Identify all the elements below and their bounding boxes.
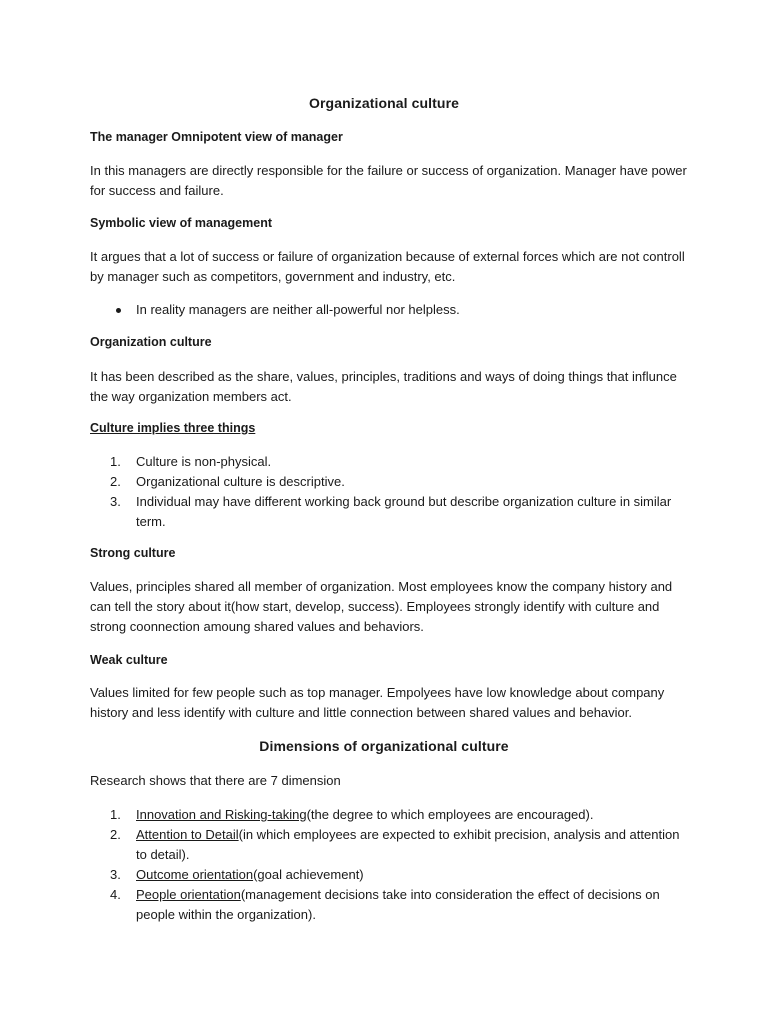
list-number: 4. xyxy=(110,887,121,902)
list-item xyxy=(0,300,768,320)
bullet-icon xyxy=(116,308,121,313)
list-number: 1. xyxy=(110,807,121,822)
dimensions-list xyxy=(0,805,768,925)
dimension-term: Innovation and Risking-taking xyxy=(136,807,307,822)
list-number: 1. xyxy=(110,454,121,469)
weak-heading: Weak culture xyxy=(90,653,168,667)
dimension-description: (goal achievement) xyxy=(253,867,364,882)
list-item xyxy=(0,492,768,532)
list-item-text: Organizational culture is descriptive. xyxy=(136,474,345,489)
dimension-description: (the degree to which employees are encouraged). xyxy=(306,807,594,822)
list-item-text xyxy=(136,825,686,865)
list-item-text xyxy=(136,865,686,885)
list-number: 2. xyxy=(110,827,121,842)
list-item xyxy=(0,825,768,865)
dimension-term: People orientation xyxy=(136,887,241,902)
omnipotent-body: In this managers are directly responsible for the failure or success of organization. Manager have power for success and failure. xyxy=(90,163,687,198)
list-item xyxy=(0,885,768,925)
symbolic-heading: Symbolic view of management xyxy=(90,216,272,230)
list-item xyxy=(0,452,768,472)
dimensions-title: Dimensions of organizational culture xyxy=(259,738,509,754)
list-item-text: Culture is non-physical. xyxy=(136,454,272,469)
list-number: 3. xyxy=(110,867,121,882)
strong-body: Values, principles shared all member of organization. Most employees know the company history and can tell the story about it(how start, develop, success). Employees strongly identify with culture and strong coonnection amoung shared values and behaviors. xyxy=(90,579,673,634)
page-title: Organizational culture xyxy=(309,95,459,111)
org-culture-body: It has been described as the share, values, principles, traditions and ways of doing things that influnce the way organization members act. xyxy=(90,369,677,404)
dimension-term: Outcome orientation xyxy=(136,867,254,882)
omnipotent-heading: The manager Omnipotent view of manager xyxy=(90,130,343,144)
list-item xyxy=(0,472,768,492)
list-number: 2. xyxy=(110,474,121,489)
bullet-text: In reality managers are neither all-powerful nor helpless. xyxy=(136,302,460,317)
list-item-text xyxy=(136,805,686,825)
symbolic-bullet-list xyxy=(0,300,768,320)
list-item-text: Individual may have different working back ground but describe organization culture in similar term. xyxy=(136,494,672,529)
list-number: 3. xyxy=(110,494,121,509)
org-culture-heading: Organization culture xyxy=(90,335,212,349)
list-item xyxy=(0,865,768,885)
dimension-description: (in which employees are expected to exhibit precision, analysis and attention to detail). xyxy=(136,827,680,862)
symbolic-body: It argues that a lot of success or failure of organization because of external forces which are not controll by manager such as competitors, government and industry, etc. xyxy=(90,249,685,284)
weak-body: Values limited for few people such as top manager. Empolyees have low knowledge about company history and less identify with culture and little connection between shared values and behavior. xyxy=(90,685,665,720)
dimension-description: (management decisions take into consideration the effect of decisions on people within the organization). xyxy=(136,887,660,922)
dimensions-intro: Research shows that there are 7 dimension xyxy=(90,773,341,788)
list-item-text xyxy=(136,885,686,925)
list-item xyxy=(0,805,768,825)
implies-heading: Culture implies three things xyxy=(90,421,256,435)
implies-list xyxy=(0,452,768,532)
strong-heading: Strong culture xyxy=(90,546,176,560)
dimension-term: Attention to Detail xyxy=(136,827,239,842)
